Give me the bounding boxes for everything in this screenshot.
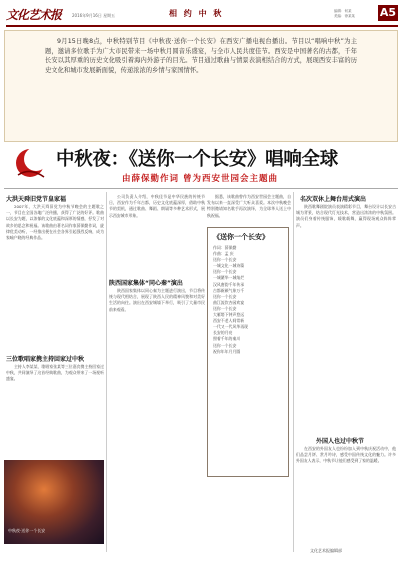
page-number: A5 [379,6,397,19]
column4-body-2 [296,446,396,546]
lyrics-line: 一代又一代风华再现 [213,324,249,330]
lyrics-line: 古都新颜气象万千 [213,287,245,293]
lyrics-composer: 作曲：孟 庆 [213,251,234,257]
designer-line: 美编：徐某某 [334,14,355,18]
masthead: 文化艺术报 [6,8,62,22]
column1-paragraph-2: 主持人李某某、歌唱家张某等三位嘉宾携主持回家过中秋，共同演绎了这首经典歌曲，为观众带来了一场视听盛宴。 [6,364,104,382]
lyrics-line: 曲江流饮杏园欢宴 [213,299,245,305]
lyrics-line: 一城繁华一城灿烂 [213,275,245,281]
page-credit: 文化艺术报编辑部 [310,548,342,553]
lyrics-line: 送你一个长安 [213,305,237,311]
lyrics-line: 一城文化一城诗篇 [213,263,245,269]
lyrics-line: 西安不老人间常新 [213,318,245,324]
lyrics-line: 送你一个长安 [213,293,237,299]
lyrics-title: 《送你一个长安》 [213,233,269,241]
column1-body-1 [6,204,104,346]
column1-paragraph-1: 2007年，大洪天舜旧党为中秋节晚会的主题歌之一，节目在全国各地广泛传播，获得了广泛的好评。歌曲以长安为题，以浓郁的文化底蕴和深厚的情感，抒发了对故乡的思念和祝福。该歌曲由著名词作家薛保勤作词，旋律优美动听，一经推出便在社会各界引起强烈反响，成为家喻户晓的经典作品。 [6,204,104,241]
column3-paragraph-1: 据悉，该歌曲曾作为西安世园会主题曲，自发布以来一直深受广大听众喜爱。本次中秋晚会特别邀请知名歌手再次演绎，为全球华人送上中秋祝福。 [207,194,291,218]
column1-heading-1: 大洪天舜旧党节皇家福 [6,196,67,203]
column4-heading-1: 名次双休上舞台用式演出 [300,196,367,203]
column-rule-2 [293,192,294,552]
column4-body-1 [296,204,396,432]
lyrics-line: 送你一个长安 [213,269,237,275]
column1-heading-2: 三位歌唱家携主持回家过中秋 [6,356,85,363]
editor-line: 编辑：何某 [334,9,352,13]
page-header [6,4,398,24]
column-rule-1 [106,192,107,552]
main-headline: 中秋夜：《送你一个长安》唱响全球 [56,149,338,170]
lyrics-line: 送你一个长安 [213,257,237,263]
headline-block [4,143,398,187]
lyrics-line: 送你一个长安 [213,342,237,348]
lead-paragraph: 9月15日晚8点，中秋特别节目《中秋夜·送你一个长安》在西安广播电视台播出。节目以“唱响中秋”为主题，邀请多位歌手为广大市民带来一场中秋月圆音乐盛宴，与全市人民共度佳节。西安是中国著名的古都，千年长安以其厚重的历史文化吸引着海内外游子的目光。节目通过歌曲与情景表演相结合的方式，展现西安丰富的历史文化和城市发展新面貌，传递浓浓的乡情与家国情怀。 [45,38,357,74]
lyrics-line: 大雁塔下钟声悠远 [213,312,245,318]
column4-paragraph-2: 在西安的外国友人也纷纷加入到中秋庆祝活动中，他们品尝月饼、赏月吟诗，感受中国传统文化的魅力。许多外国友人表示，中秋节让他们感受到了家的温暖。 [296,446,396,464]
section-divider [4,188,398,189]
lyrics-author: 作词：薛保勤 [213,245,237,250]
lyrics-box [207,227,289,477]
editor-credits [334,9,355,19]
lead-box [4,30,398,142]
photo-caption: 中秋夜·送你一个长安 [8,528,46,533]
lyrics-line: 祝你年年月月圆 [213,348,241,354]
column4-paragraph-1: 陕西歌舞剧院演员表演精彩节目，舞台设计以长安古城为背景，结合现代灯光技术，营造出浓浓的中秋氛围。演员们身着传统服饰，载歌载舞，赢得现场观众阵阵掌声。 [296,204,396,228]
column4-heading-2: 外国人也过中秋节 [316,438,365,445]
sub-headline: 由薛保勤作词 曾为西安世园会主题曲 [122,174,278,184]
column2-paragraph-2: 陕西国家集体以同心秦为主题进行演出，节目将传统与现代相结合，展现了陕西人民的精神风貌和对美好生活的向往。演出在西安城墙下举行，吸引了大量市民前来观看。 [109,288,205,312]
section-title: 相 约 中 秋 [169,9,224,18]
lyrics-line: 照着千年的秦川 [213,336,241,342]
header-rule [6,25,398,27]
column3-body-1 [207,194,291,224]
mid-autumn-moon-graphic [10,145,58,183]
column2-paragraph-1: 公司负责人介绍，中秋佳节是中华民族的传统节日，西安作为千年古都，历史文化底蕴深厚，借助中秋节的契机，通过歌曲、舞蹈、朗诵等多种艺术形式，展示西安城市形象。 [109,194,205,218]
column2-body-1 [109,194,205,272]
column2-body-2 [109,288,205,552]
lyrics-line: 长安的月亮 [213,330,233,336]
lyrics-lines [213,257,283,355]
column1-body-2 [6,364,104,456]
column2-heading-1: 陕西国家集体“同心秦”演出 [109,280,183,287]
lyrics-line: 汉风唐韵千年传承 [213,281,245,287]
dateline: 2016年9月16日 星期五 [72,13,116,18]
